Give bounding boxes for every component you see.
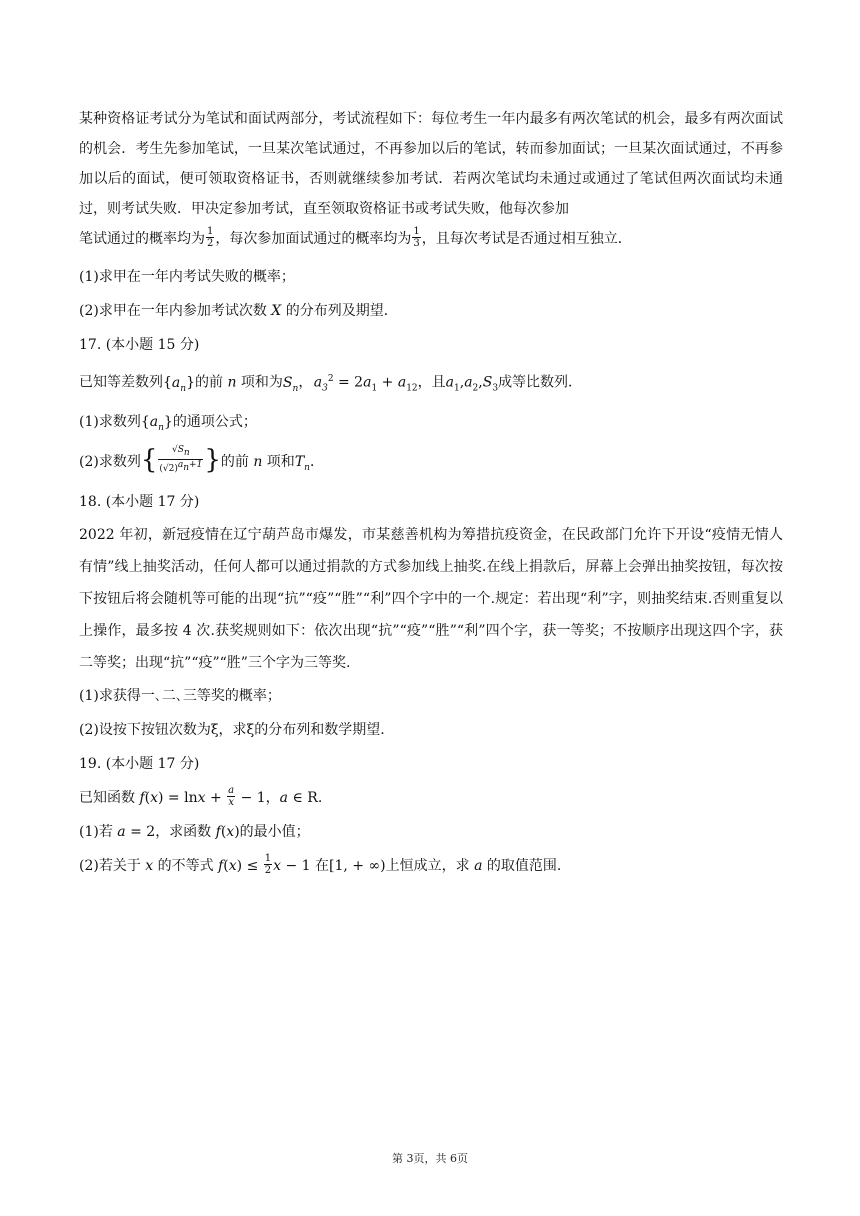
q19-part2: (2)若关于 x 的不等式 f(x) ≤ $\frac{1}{2}$ x − 1 在[1, + ∞)上恒成立，求 a 的取值范围. xyxy=(79,852,562,876)
q17-header: 17. (本小题 15 分) xyxy=(79,337,200,353)
q17-part2: (2)求数列{ $\frac{√S_n}{(√2)^{a_n+1}}$ }的前 n 项和$T_n$． xyxy=(79,445,324,476)
fraction-sqrt-sn: $\frac{√S_n}{(√2)^{a_n+1}}$ xyxy=(159,445,203,475)
q16-stem-text-2a: 笔试通过的概率均为 xyxy=(79,231,205,247)
question-16 xyxy=(79,104,783,254)
q18-header: 18. (本小题 17 分) xyxy=(79,494,200,511)
q16-stem-text-2c: ，且每次考试是否通过相互独立． xyxy=(421,231,632,247)
q17-stem: 已知等差数列$\{a_n\}$的前 n 项和为$S_n$， $a_3^2 = 2a_1 + a_{12}$，且$a_1,a_2,S_3$成等比数列． xyxy=(79,374,583,394)
fraction-one-half: $\frac{1}{2}$ xyxy=(207,225,214,249)
q17-part1: (1)求数列$\{a_n\}$的通项公式； xyxy=(79,414,257,434)
q18-part2: (2)设按下按钮次数为ξ，求ξ的分布列和数学期望. xyxy=(79,722,385,739)
fraction-a-over-x: $\frac{a}{x}$ xyxy=(228,784,235,808)
q18-stem: 2022 年初，新冠疫情在辽宁葫芦岛市爆发，市某慈善机构为筹措抗疫资金，在民政部门允许下开设“疫情无情人有情”线上抽奖活动，任何人都可以通过捐款的方式参加线上抽奖.在线上捐款后，屏幕上会弹出抽奖按钮，每次按下按钮后将会随机等可能的出现“抗”“疫”“胜”“利”四个字中的一个.规定：若出现“利”字，则抽奖结束.否则重复以上操作，最多按 4 次.获奖规则如下：依次出现“抗”“疫”“胜”“利”四个字，获一等奖；不按顺序出现这四个字，获二等奖；出现“抗”“疫”“胜”三个字为三等奖. xyxy=(79,527,783,672)
q19-header: 19. (本小题 17 分) xyxy=(79,756,200,773)
q16-stem-text-2b: ，每次参加面试通过的概率均为 xyxy=(215,231,412,247)
fraction-one-third: $\frac{1}{3}$ xyxy=(413,225,420,249)
page-content xyxy=(79,104,783,883)
q16-stem xyxy=(79,104,783,254)
q19-part1: (1)若 a = 2，求函数 f(x)的最小值； xyxy=(79,824,310,841)
fraction-one-half-2: $\frac{1}{2}$ xyxy=(264,852,272,876)
q16-part2: (2)求甲在一年内参加考试次数 X 的分布列及期望． xyxy=(79,303,398,319)
q18-part1: (1)求获得一､二､三等奖的概率； xyxy=(79,688,281,705)
q16-stem-text: 某种资格证考试分为笔试和面试两部分，考试流程如下：每位考生一年内最多有两次笔试的机会，最多有两次面试的机会．考生先参加笔试，一旦某次笔试通过，不再参加以后的笔试，转而参加面试；一旦某次面试通过，不再参加以后的面试，便可领取资格证书，否则就继续参加考试．若两次笔试均未通过或通过了笔试但两次面试均未通过，则考试失败．甲决定参加考试，直至领取资格证书或考试失败，他每次参加 xyxy=(79,111,783,217)
page-footer: 第 3页，共 6页 xyxy=(392,1152,468,1165)
q16-part1: (1)求甲在一年内考试失败的概率； xyxy=(79,269,295,285)
q19-stem: 已知函数 f(x) = lnx + $\frac{a}{x}$ − 1，a ∈ R. xyxy=(79,784,323,808)
